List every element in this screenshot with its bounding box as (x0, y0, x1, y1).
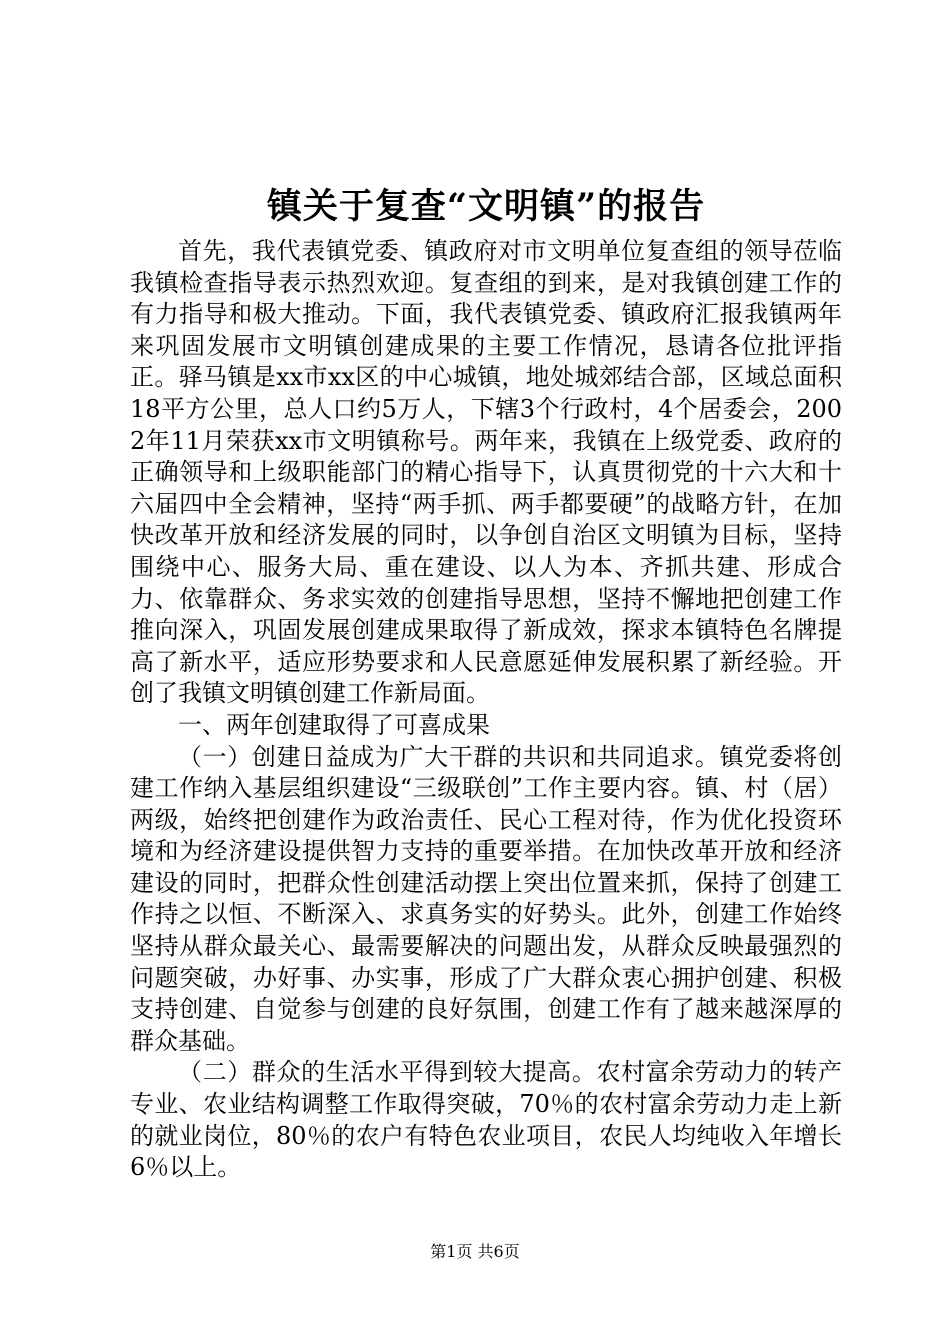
paragraph-section-1-2: （二）群众的生活水平得到较大提高。农村富余劳动力的转产专业、农业结构调整工作取得突破，70％的农村富余劳动力走上新的就业岗位，80％的农户有特色农业项目，农民人均纯收入年增长6％以上。 (130, 1058, 842, 1182)
document-page (130, 0, 842, 1344)
page-footer: 第1页 共6页 (430, 1242, 520, 1261)
paragraph-intro: 首先，我代表镇党委、镇政府对市文明单位复查组的领导莅临我镇检查指导表示热烈欢迎。复查组的到来，是对我镇创建工作的有力指导和极大推动。下面，我代表镇党委、镇政府汇报我镇两年来巩固发展市文明镇创建成果的主要工作情况，恳请各位批评指正。驿马镇是xx市xx区的中心城镇，地处城郊结合部，区域总面积18平方公里，总人口约5万人，下辖3个行政村，4个居委会，2002年11月荣获xx市文明镇称号。两年来，我镇在上级党委、政府的正确领导和上级职能部门的精心指导下，认真贯彻党的十六大和十六届四中全会精神，坚持“两手抓、两手都要硬”的战略方针，在加快改革开放和经济发展的同时，以争创自治区文明镇为目标，坚持围绕中心、服务大局、重在建设、以人为本、齐抓共建、形成合力、依靠群众、务求实效的创建指导思想，坚持不懈地把创建工作推向深入，巩固发展创建成果取得了新成效，探求本镇特色名牌提高了新水平，适应形势要求和人民意愿延伸发展积累了新经验。开创了我镇文明镇创建工作新局面。 (130, 237, 842, 708)
document-title: 镇关于复查“文明镇”的报告 (266, 186, 706, 227)
section-heading-1: 一、两年创建取得了可喜成果 (178, 710, 490, 739)
document-body (130, 236, 842, 1184)
paragraph-section-1-1: （一）创建日益成为广大干群的共识和共同追求。镇党委将创建工作纳入基层组织建设“三级联创”工作主要内容。镇、村（居）两级，始终把创建作为政治责任、民心工程对待，作为优化投资环境和为经济建设提供智力支持的重要举措。在加快改革开放和经济建设的同时，把群众性创建活动摆上突出位置来抓，保持了创建工作持之以恒、不断深入、求真务实的好势头。此外，创建工作始终坚持从群众最关心、最需要解决的问题出发，从群众反映最强烈的问题突破，办好事、办实事，形成了广大群众衷心拥护创建、积极支持创建、自觉参与创建的良好氛围，创建工作有了越来越深厚的群众基础。 (130, 742, 842, 1055)
